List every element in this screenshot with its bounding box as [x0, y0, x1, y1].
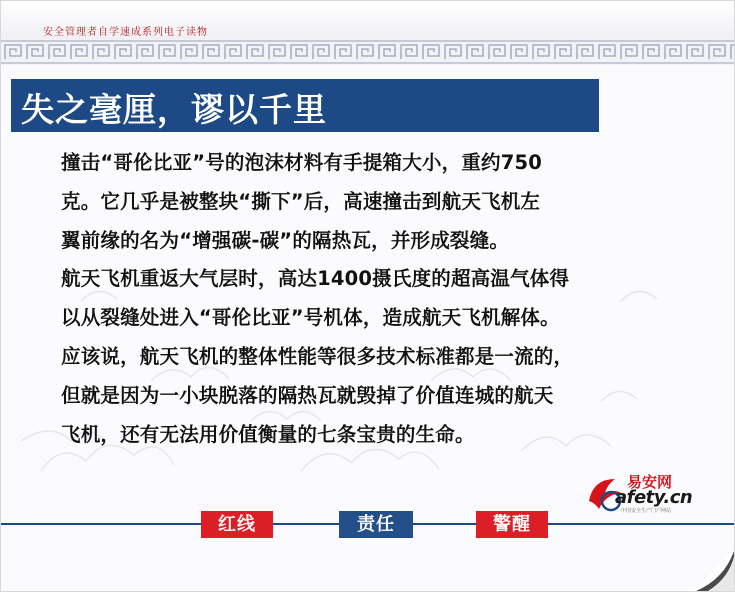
safety-cn-logo: [585, 471, 725, 513]
body-line: 航天飞机重返大气层时，高达1400摄氏度的超高温气体得: [61, 267, 570, 290]
logo-en-name: afety.cn: [615, 487, 693, 508]
body-line: 以从裂缝处进入“哥伦比亚”号机体，造成航天飞机解体。: [61, 306, 560, 329]
responsibility-button[interactable]: 责任: [339, 511, 413, 538]
body-line: 克。它几乎是被整块“撕下”后，高速撞击到航天飞机左: [61, 190, 541, 213]
body-line: 应该说，航天飞机的整体性能等很多技术标准都是一流的，: [61, 345, 574, 368]
body-line: 但就是因为一小块脱落的隔热瓦就毁掉了价值连城的航天: [61, 384, 554, 407]
body-line: 翼前缘的名为“增强碳-碳”的隔热瓦，并形成裂缝。: [61, 229, 510, 252]
page-title: 失之毫厘，谬以千里: [21, 90, 327, 129]
red-line-button[interactable]: 红线: [201, 511, 273, 538]
header-bar: [1, 1, 735, 39]
warning-button[interactable]: 警醒: [476, 511, 548, 538]
page-curl-icon: [694, 549, 734, 591]
body-line: 撞击“哥伦比亚”号的泡沫材料有手提箱大小，重约750: [61, 151, 543, 174]
series-header-text: 安全管理者自学速成系列电子读物: [43, 27, 208, 38]
title-banner: [11, 79, 599, 132]
logo-cn-name: 易安网: [627, 473, 673, 491]
decorative-fret-border: [1, 39, 735, 65]
body-line: 飞机，还有无法用价值衡量的七条宝贵的生命。: [61, 423, 475, 446]
logo-tagline: 中国安全生产门户网站: [621, 508, 672, 514]
